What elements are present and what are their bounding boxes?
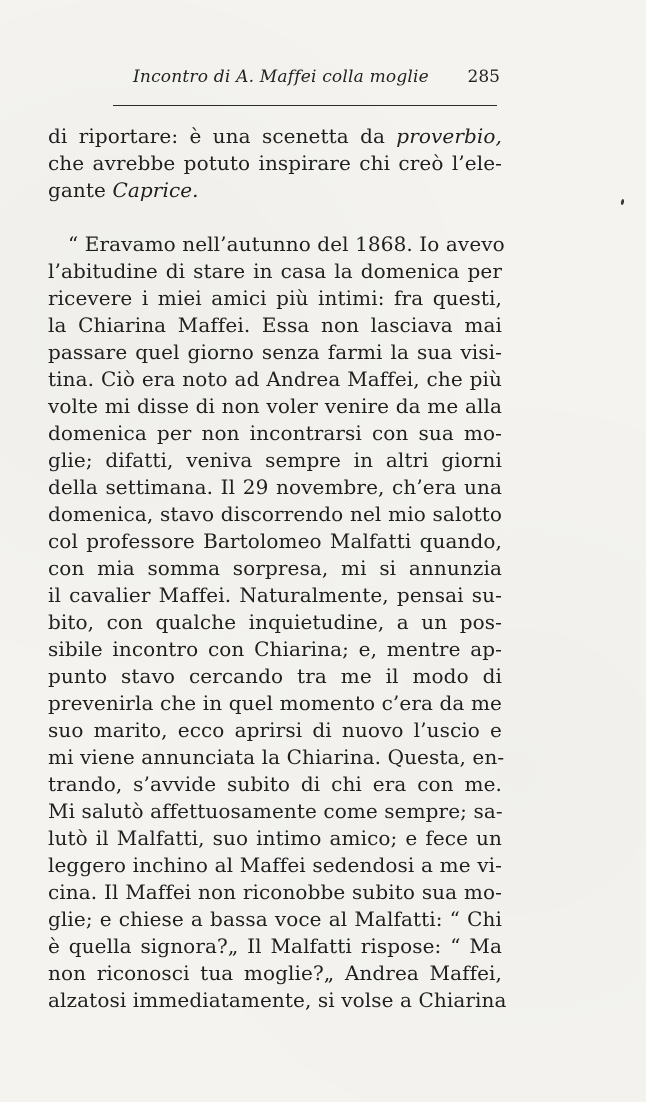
text-line — [48, 150, 502, 177]
text-line: bito, con qualche inquietudine, a un pos- — [48, 610, 502, 634]
running-title: Incontro di A. Maffei colla moglie — [133, 67, 429, 87]
text-line: l’abitudine di stare in casa la domenica per — [48, 259, 502, 283]
text-line: glie; e chiese a bassa voce al Malfatti: “ Chi — [48, 907, 502, 931]
italic-word: Caprice. — [112, 178, 199, 202]
text-line: punto stavo cercando tra me il modo di — [48, 664, 502, 688]
text-line: il cavalier Maffei. Naturalmente, pensai su- — [48, 583, 502, 607]
text-fragment: che avrebbe potuto inspirare chi creò l’ele- — [48, 151, 502, 175]
text-line: alzatosi immediatamente, si volse a Chiarina — [48, 988, 507, 1012]
body-text — [48, 123, 507, 1014]
text-line: mi viene annunciata la Chiarina. Questa, en- — [48, 745, 505, 769]
text-fragment: di riportare: è una scenetta da — [48, 124, 397, 148]
text-line: glie; difatti, veniva sempre in altri giorni — [48, 448, 502, 472]
ink-speck — [620, 199, 624, 205]
text-line: volte mi disse di non voler venire da me alla — [48, 394, 502, 418]
text-line: trando, s’avvide subito di chi era con me. — [48, 772, 502, 796]
text-fragment: gante — [48, 178, 113, 202]
text-line: ricevere i miei amici più intimi: fra questi, — [48, 286, 502, 310]
italic-word: proverbio, — [396, 124, 502, 148]
text-line — [48, 123, 502, 150]
text-line: è quella signora?„ Il Malfatti rispose: “ Ma — [48, 934, 502, 958]
text-line: prevenirla che in quel momento c’era da me — [48, 691, 502, 715]
text-line: della settimana. Il 29 novembre, ch’era una — [48, 475, 502, 499]
text-line — [48, 177, 502, 204]
running-head — [116, 67, 500, 91]
text-line: leggero inchino al Maffei sedendosi a me vi- — [48, 853, 502, 877]
text-line: Mi salutò affettuosamente come sempre; sa- — [48, 799, 503, 823]
page-number: 285 — [467, 67, 500, 87]
text-line: col professore Bartolomeo Malfatti quando, — [48, 529, 502, 553]
text-line: domenica per non incontrarsi con sua mo- — [48, 421, 502, 445]
text-line: suo marito, ecco aprirsi di nuovo l’uscio e — [48, 718, 502, 742]
header-rule — [113, 105, 497, 106]
text-line: lutò il Malfatti, suo intimo amico; e fece un — [48, 826, 502, 850]
text-line: non riconosci tua moglie?„ Andrea Maffei, — [48, 961, 502, 985]
text-line: tina. Ciò era noto ad Andrea Maffei, che più — [48, 367, 502, 391]
text-line: sibile incontro con Chiarina; e, mentre ap- — [48, 637, 502, 661]
text-line: passare quel giorno senza farmi la sua visi- — [48, 340, 502, 364]
text-line: domenica, stavo discorrendo nel mio salotto — [48, 502, 502, 526]
text-line: la Chiarina Maffei. Essa non lasciava mai — [48, 313, 502, 337]
text-line: cina. Il Maffei non riconobbe subito sua mo- — [48, 880, 502, 904]
text-line: con mia somma sorpresa, mi si annunzia — [48, 556, 502, 580]
text-line: “ Eravamo nell’autunno del 1868. Io avevo — [68, 232, 505, 256]
paragraph-gap — [48, 204, 502, 231]
